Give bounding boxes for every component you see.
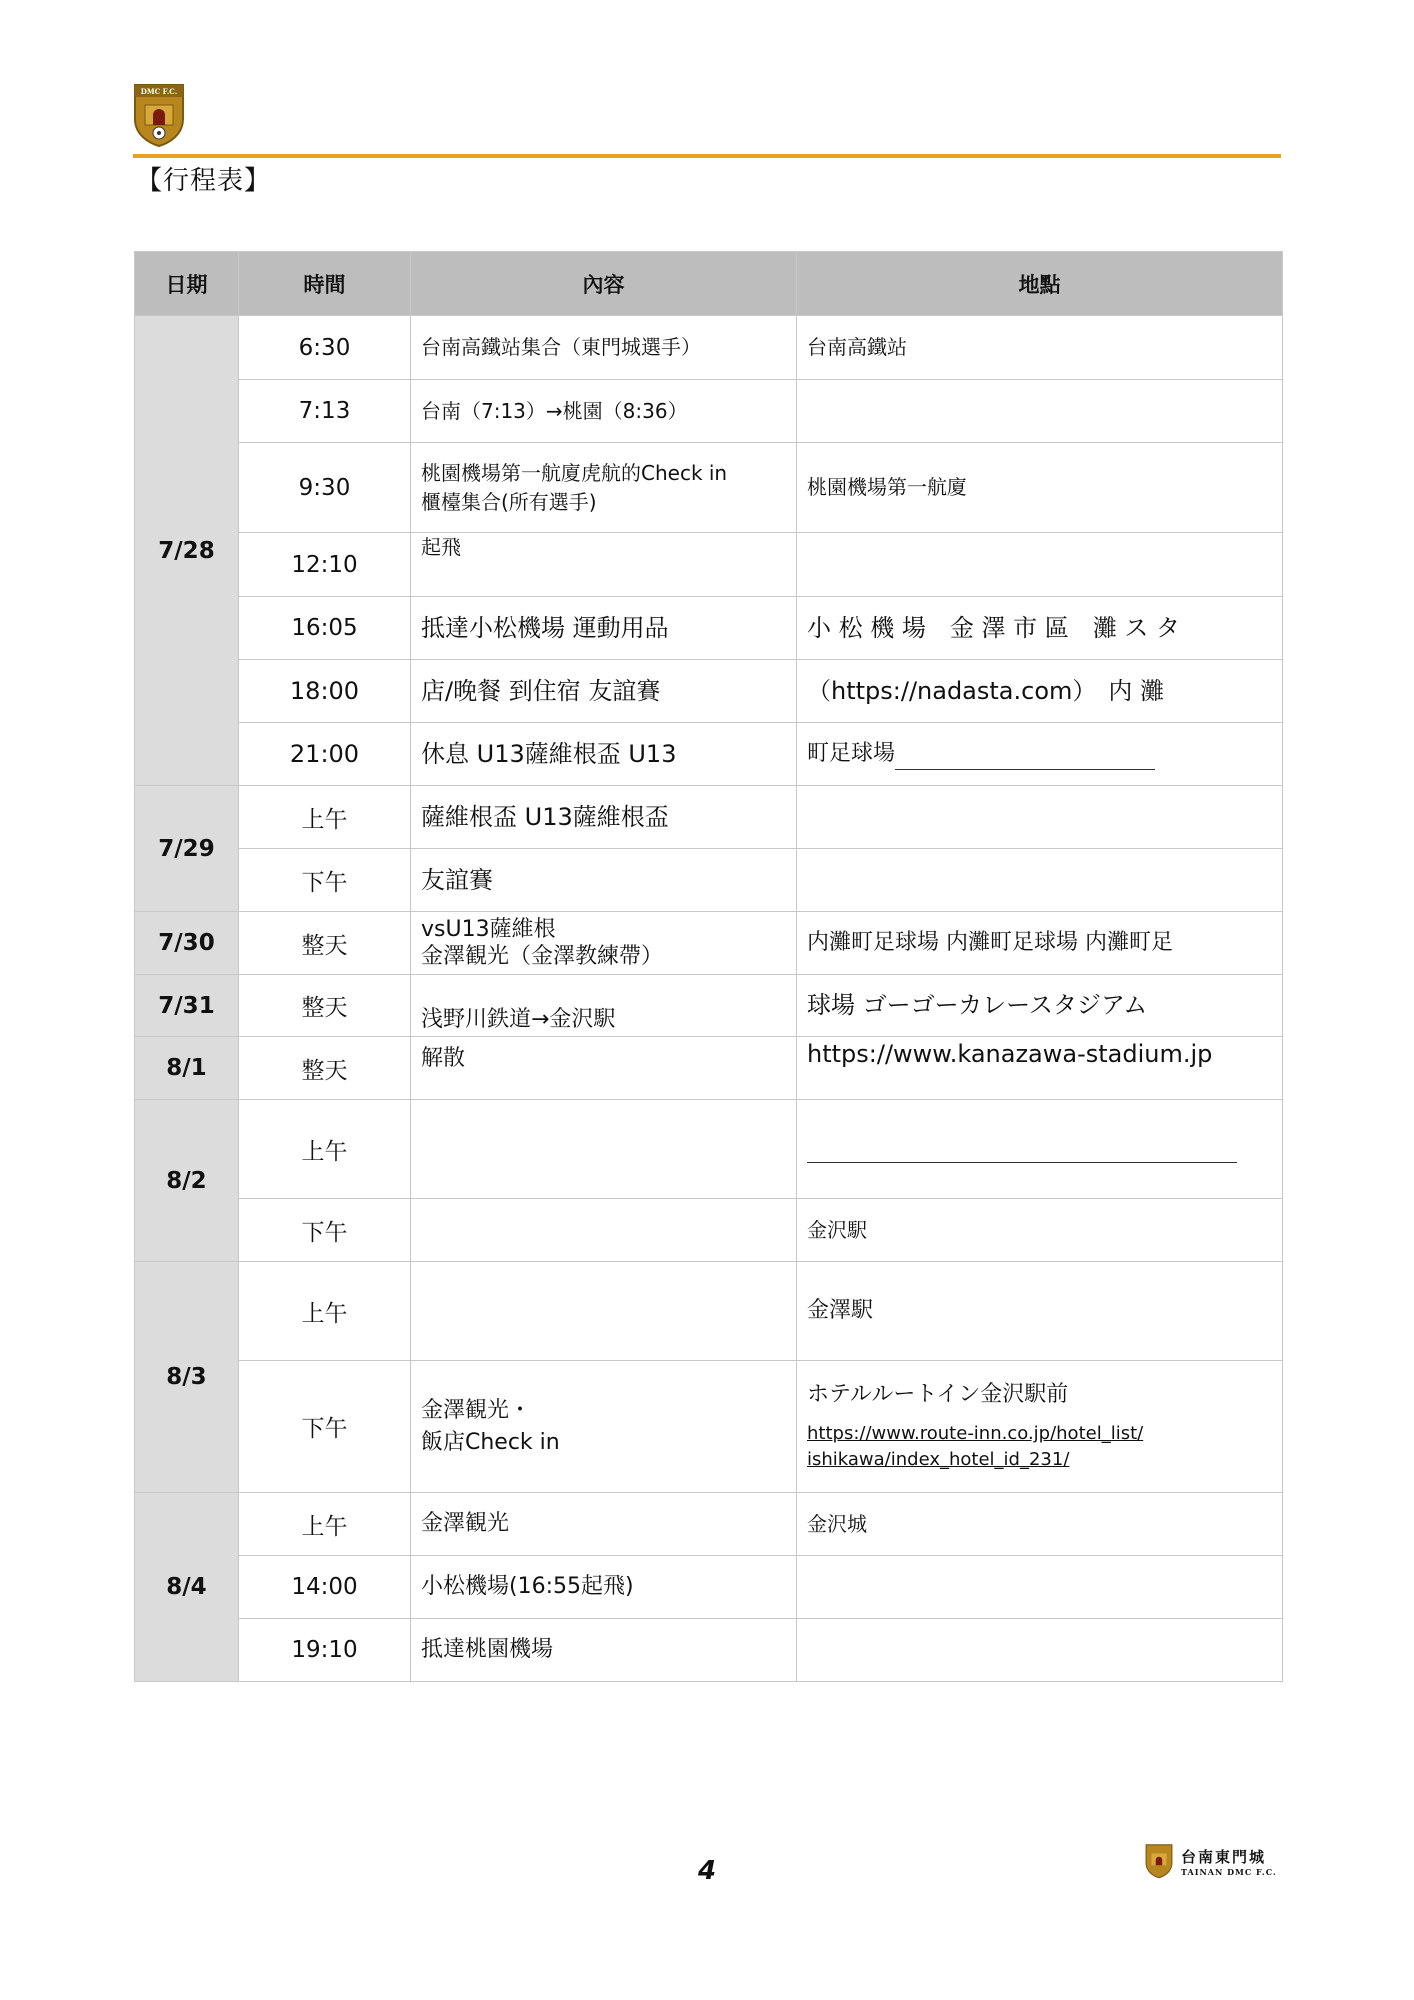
place-cell: [797, 849, 1283, 912]
time-cell: 9:30: [239, 443, 411, 533]
club-logo: [133, 83, 185, 147]
footer-name-zh: 台南東門城: [1181, 1847, 1267, 1866]
place-cell: 金澤駅: [797, 1262, 1283, 1361]
content-cell: [411, 1361, 797, 1493]
date-cell: 7/29: [135, 786, 239, 912]
time-cell: 整天: [239, 975, 411, 1037]
place-cell: [797, 1361, 1283, 1493]
footer-name-en: TAINAN DMC F.C.: [1181, 1866, 1277, 1877]
club-logo-small: [1145, 1843, 1173, 1879]
place-cell: [797, 533, 1283, 597]
content-cell: 台南（7:13）→桃園（8:36）: [411, 380, 797, 443]
place-cell: [797, 786, 1283, 849]
table-row: [135, 1361, 1283, 1493]
place-cell: 台南高鐵站: [797, 316, 1283, 380]
place-text: 町足球場: [807, 741, 896, 767]
date-cell: 8/3: [135, 1262, 239, 1493]
content-cell: 抵達桃園機場: [411, 1619, 797, 1682]
time-cell: 上午: [239, 786, 411, 849]
table-row: [135, 316, 1283, 380]
content-cell: 金澤観光: [411, 1493, 797, 1556]
place-cell: [797, 1100, 1283, 1199]
place-cell: 金沢駅: [797, 1199, 1283, 1262]
table-header-row: [135, 252, 1283, 316]
place-cell: [797, 1556, 1283, 1619]
place-cell: 球場 ゴーゴーカレースタジアム: [797, 975, 1283, 1037]
content-line: 金澤観光（金澤教練帶）: [421, 944, 664, 969]
table-row: [135, 723, 1283, 786]
time-cell: 上午: [239, 1493, 411, 1556]
place-cell: [797, 723, 1283, 786]
place-cell: 内灘町足球場 内灘町足球場 内灘町足: [797, 912, 1283, 975]
place-cell: 小 松 機 場 金 澤 市 區 灘 ス タ: [797, 597, 1283, 660]
table-row: [135, 786, 1283, 849]
table-row: [135, 1493, 1283, 1556]
content-cell: [411, 1262, 797, 1361]
time-cell: 下午: [239, 1361, 411, 1493]
page-number: 4: [697, 1856, 717, 1886]
time-cell: 21:00: [239, 723, 411, 786]
content-cell: [411, 1100, 797, 1199]
content-cell: 解散: [411, 1037, 797, 1100]
date-cell: 7/30: [135, 912, 239, 975]
time-cell: 上午: [239, 1100, 411, 1199]
footer-brand: [1145, 1843, 1277, 1879]
date-cell: 7/31: [135, 975, 239, 1037]
time-cell: 7:13: [239, 380, 411, 443]
content-cell: 薩維根盃 U13薩維根盃: [411, 786, 797, 849]
itinerary-table: [134, 251, 1283, 1682]
time-cell: 下午: [239, 1199, 411, 1262]
content-cell: [411, 912, 797, 975]
time-cell: 19:10: [239, 1619, 411, 1682]
time-cell: 上午: [239, 1262, 411, 1361]
table-row: [135, 975, 1283, 1037]
content-cell: 抵達小松機場 運動用品: [411, 597, 797, 660]
table-row: [135, 849, 1283, 912]
time-cell: 6:30: [239, 316, 411, 380]
table-row: [135, 660, 1283, 723]
place-cell: （https://nadasta.com） 内 灘: [797, 660, 1283, 723]
content-cell: 浅野川鉄道→金沢駅: [411, 975, 797, 1037]
place-cell: [797, 380, 1283, 443]
header-content: 內容: [411, 252, 797, 316]
blank-underline: [895, 749, 1155, 770]
header-date: 日期: [135, 252, 239, 316]
date-cell: 8/2: [135, 1100, 239, 1262]
content-cell: [411, 1199, 797, 1262]
time-cell: 14:00: [239, 1556, 411, 1619]
table-row: [135, 1199, 1283, 1262]
table-row: [135, 1619, 1283, 1682]
date-cell: 8/1: [135, 1037, 239, 1100]
place-cell: 桃園機場第一航廈: [797, 443, 1283, 533]
content-line: 桃園機場第一航廈虎航的Check in: [421, 460, 728, 485]
content-line: 金澤観光・: [421, 1397, 532, 1423]
content-cell: 起飛: [411, 533, 797, 597]
header-rule: [133, 154, 1281, 158]
content-line: 飯店Check in: [421, 1429, 560, 1455]
table-row: [135, 380, 1283, 443]
time-cell: 整天: [239, 912, 411, 975]
blank-underline: [807, 1162, 1237, 1163]
time-cell: 12:10: [239, 533, 411, 597]
place-cell: [797, 1619, 1283, 1682]
time-cell: 16:05: [239, 597, 411, 660]
date-cell: 7/28: [135, 316, 239, 786]
table-row: [135, 1100, 1283, 1199]
time-cell: 整天: [239, 1037, 411, 1100]
time-cell: 18:00: [239, 660, 411, 723]
hotel-name: ホテルルートイン金沢駅前: [807, 1382, 1069, 1408]
time-cell: 下午: [239, 849, 411, 912]
table-row: [135, 1037, 1283, 1100]
place-cell: 金沢城: [797, 1493, 1283, 1556]
content-cell: 店/晚餐 到住宿 友誼賽: [411, 660, 797, 723]
table-row: [135, 1556, 1283, 1619]
header-time: 時間: [239, 252, 411, 316]
header-place: 地點: [797, 252, 1283, 316]
table-row: [135, 1262, 1283, 1361]
table-row: [135, 912, 1283, 975]
content-line: vsU13薩維根: [421, 916, 556, 942]
content-cell: 友誼賽: [411, 849, 797, 912]
content-cell: 小松機場(16:55起飛): [411, 1556, 797, 1619]
content-line: 櫃檯集合(所有選手): [421, 489, 597, 514]
content-cell: 休息 U13薩維根盃 U13: [411, 723, 797, 786]
hotel-url: ishikawa/index_hotel_id_231/: [807, 1449, 1070, 1471]
hotel-url: https://www.route-inn.co.jp/hotel_list/: [807, 1423, 1144, 1445]
place-cell: https://www.kanazawa-stadium.jp: [797, 1037, 1283, 1100]
logo-text: DMC F.C.: [140, 87, 178, 96]
content-cell: [411, 443, 797, 533]
content-cell: 台南高鐵站集合（東門城選手）: [411, 316, 797, 380]
table-row: [135, 443, 1283, 533]
section-title: 【行程表】: [136, 166, 272, 196]
table-row: [135, 533, 1283, 597]
date-cell: 8/4: [135, 1493, 239, 1682]
table-row: [135, 597, 1283, 660]
